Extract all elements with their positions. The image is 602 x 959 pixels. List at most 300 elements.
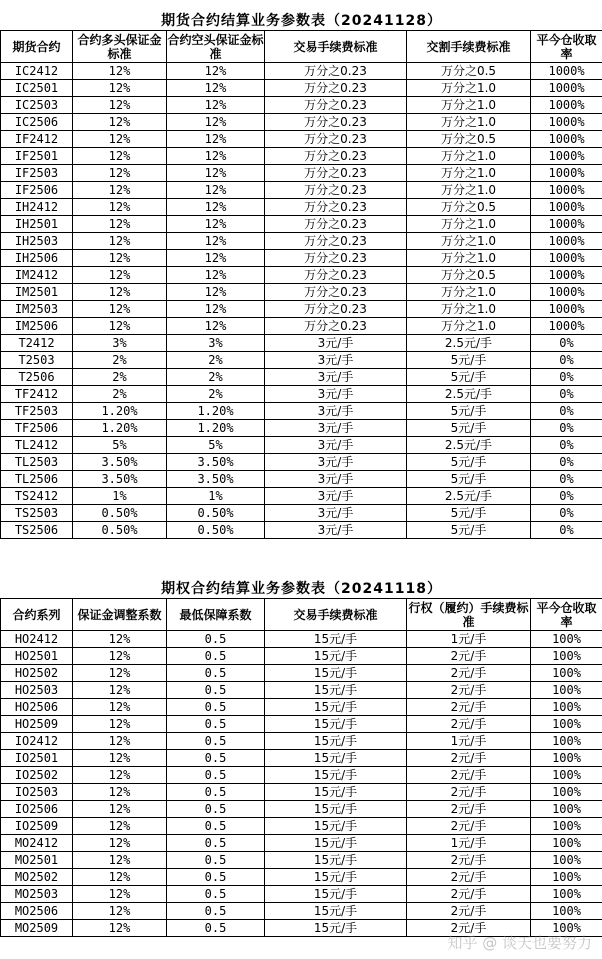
table-cell-col2: 2%	[73, 369, 167, 386]
table-cell-col3: 0.5	[167, 801, 265, 818]
table-cell-col5: 5元/手	[407, 471, 531, 488]
table-cell-close-today-rate: 100%	[531, 903, 602, 920]
table-cell-col2: 3.50%	[73, 454, 167, 471]
table-cell-close-today-rate: 1000%	[531, 250, 602, 267]
table-row	[1, 920, 602, 937]
table-cell-contract: IH2503	[1, 233, 73, 250]
table-cell-close-today-rate: 100%	[531, 784, 602, 801]
table-row	[1, 801, 602, 818]
table-cell-col3: 0.5	[167, 818, 265, 835]
table-cell-contract: T2503	[1, 352, 73, 369]
table-cell-contract: IO2502	[1, 767, 73, 784]
table-cell-col3: 1.20%	[167, 403, 265, 420]
table-cell-contract: IO2412	[1, 733, 73, 750]
table-cell-col2: 12%	[73, 920, 167, 937]
table-cell-close-today-rate: 0%	[531, 522, 602, 539]
options-header-close-today-rate: 平今仓收取率	[531, 599, 602, 631]
table-cell-col2: 12%	[73, 199, 167, 216]
table-cell-close-today-rate: 1000%	[531, 165, 602, 182]
table-cell-col5: 万分之1.0	[407, 80, 531, 97]
futures-table-body	[1, 63, 602, 539]
table-cell-col5: 2.5元/手	[407, 335, 531, 352]
table-cell-close-today-rate: 0%	[531, 335, 602, 352]
table-cell-trade-fee: 15元/手	[265, 767, 407, 784]
table-cell-col5: 2元/手	[407, 648, 531, 665]
table-cell-col5: 2.5元/手	[407, 488, 531, 505]
table-cell-contract: MO2501	[1, 852, 73, 869]
table-cell-col2: 12%	[73, 716, 167, 733]
table-cell-close-today-rate: 1000%	[531, 301, 602, 318]
table-cell-contract: IO2503	[1, 784, 73, 801]
table-cell-col5: 万分之1.0	[407, 318, 531, 335]
table-cell-contract: TS2503	[1, 505, 73, 522]
table-cell-close-today-rate: 100%	[531, 818, 602, 835]
table-cell-col5: 万分之1.0	[407, 114, 531, 131]
table-cell-contract: IF2506	[1, 182, 73, 199]
table-cell-col5: 2元/手	[407, 818, 531, 835]
futures-table-title: 期货合约结算业务参数表（20241128）	[1, 10, 602, 31]
table-cell-trade-fee: 万分之0.23	[265, 131, 407, 148]
table-cell-col3: 0.5	[167, 648, 265, 665]
table-cell-trade-fee: 万分之0.23	[265, 318, 407, 335]
table-cell-col2: 12%	[73, 886, 167, 903]
table-cell-col5: 2元/手	[407, 903, 531, 920]
table-cell-col3: 12%	[167, 284, 265, 301]
table-cell-contract: IO2509	[1, 818, 73, 835]
table-cell-trade-fee: 3元/手	[265, 369, 407, 386]
table-cell-contract: IC2501	[1, 80, 73, 97]
table-cell-contract: IH2501	[1, 216, 73, 233]
table-cell-close-today-rate: 100%	[531, 665, 602, 682]
table-cell-contract: MO2503	[1, 886, 73, 903]
table-cell-close-today-rate: 1000%	[531, 199, 602, 216]
table-cell-col5: 2元/手	[407, 699, 531, 716]
table-cell-col5: 5元/手	[407, 522, 531, 539]
table-cell-close-today-rate: 1000%	[531, 318, 602, 335]
table-row	[1, 903, 602, 920]
table-cell-col5: 2元/手	[407, 801, 531, 818]
table-cell-trade-fee: 万分之0.23	[265, 63, 407, 80]
table-cell-trade-fee: 15元/手	[265, 818, 407, 835]
table-cell-trade-fee: 万分之0.23	[265, 216, 407, 233]
futures-header-contract: 期货合约	[1, 31, 73, 63]
table-cell-col5: 2元/手	[407, 665, 531, 682]
table-cell-col3: 12%	[167, 114, 265, 131]
futures-header-delivery-fee: 交割手续费标准	[407, 31, 531, 63]
table-cell-trade-fee: 15元/手	[265, 631, 407, 648]
table-cell-trade-fee: 15元/手	[265, 750, 407, 767]
table-row	[1, 733, 602, 750]
table-row	[1, 818, 602, 835]
table-cell-col5: 万分之0.5	[407, 63, 531, 80]
table-cell-col5: 5元/手	[407, 420, 531, 437]
table-cell-contract: TL2503	[1, 454, 73, 471]
table-cell-col2: 12%	[73, 284, 167, 301]
table-cell-contract: MO2506	[1, 903, 73, 920]
table-cell-close-today-rate: 1000%	[531, 233, 602, 250]
table-cell-col2: 12%	[73, 631, 167, 648]
table-cell-col3: 12%	[167, 80, 265, 97]
table-cell-close-today-rate: 0%	[531, 471, 602, 488]
table-row	[1, 682, 602, 699]
table-cell-col2: 3.50%	[73, 471, 167, 488]
table-cell-col2: 1.20%	[73, 403, 167, 420]
table-cell-col2: 0.50%	[73, 505, 167, 522]
table-cell-col3: 12%	[167, 233, 265, 250]
table-cell-col3: 12%	[167, 148, 265, 165]
table-cell-col2: 12%	[73, 114, 167, 131]
table-cell-contract: IH2506	[1, 250, 73, 267]
table-row	[1, 335, 602, 352]
table-cell-col3: 12%	[167, 267, 265, 284]
table-cell-col2: 12%	[73, 699, 167, 716]
table-cell-col2: 12%	[73, 233, 167, 250]
table-cell-col3: 12%	[167, 165, 265, 182]
table-cell-col3: 0.5	[167, 767, 265, 784]
table-cell-col2: 12%	[73, 682, 167, 699]
options-header-trade-fee: 交易手续费标准	[265, 599, 407, 631]
table-cell-trade-fee: 15元/手	[265, 835, 407, 852]
table-row	[1, 131, 602, 148]
table-cell-col5: 5元/手	[407, 369, 531, 386]
table-cell-col5: 2元/手	[407, 716, 531, 733]
options-header-series: 合约系列	[1, 599, 73, 631]
table-cell-col5: 2元/手	[407, 920, 531, 937]
table-cell-col5: 5元/手	[407, 505, 531, 522]
table-cell-trade-fee: 3元/手	[265, 522, 407, 539]
table-row	[1, 199, 602, 216]
table-cell-col2: 12%	[73, 80, 167, 97]
table-cell-col2: 0.50%	[73, 522, 167, 539]
table-cell-col2: 12%	[73, 318, 167, 335]
table-cell-close-today-rate: 100%	[531, 631, 602, 648]
table-cell-col2: 1.20%	[73, 420, 167, 437]
table-row	[1, 352, 602, 369]
table-cell-contract: HO2503	[1, 682, 73, 699]
table-cell-col3: 2%	[167, 369, 265, 386]
table-row	[1, 63, 602, 80]
table-cell-col5: 万分之1.0	[407, 165, 531, 182]
table-cell-trade-fee: 3元/手	[265, 437, 407, 454]
table-cell-col3: 3.50%	[167, 471, 265, 488]
table-row	[1, 699, 602, 716]
table-cell-contract: TL2412	[1, 437, 73, 454]
table-cell-contract: HO2509	[1, 716, 73, 733]
table-row	[1, 233, 602, 250]
table-cell-close-today-rate: 100%	[531, 767, 602, 784]
table-cell-close-today-rate: 100%	[531, 648, 602, 665]
options-table	[0, 578, 602, 937]
table-row	[1, 852, 602, 869]
table-cell-trade-fee: 15元/手	[265, 784, 407, 801]
table-cell-trade-fee: 15元/手	[265, 682, 407, 699]
futures-header-short-margin: 合约空头保证金标准	[167, 32, 264, 61]
table-cell-col2: 12%	[73, 165, 167, 182]
table-cell-trade-fee: 15元/手	[265, 648, 407, 665]
table-cell-trade-fee: 万分之0.23	[265, 182, 407, 199]
table-cell-trade-fee: 3元/手	[265, 471, 407, 488]
table-row	[1, 284, 602, 301]
table-cell-close-today-rate: 1000%	[531, 267, 602, 284]
table-cell-col5: 1元/手	[407, 631, 531, 648]
table-row	[1, 471, 602, 488]
table-cell-col3: 3%	[167, 335, 265, 352]
table-cell-close-today-rate: 0%	[531, 437, 602, 454]
table-cell-contract: IF2503	[1, 165, 73, 182]
options-header-min-guarantee: 最低保障系数	[167, 599, 265, 631]
table-row	[1, 869, 602, 886]
table-cell-trade-fee: 15元/手	[265, 716, 407, 733]
table-cell-col3: 3.50%	[167, 454, 265, 471]
table-cell-contract: IM2412	[1, 267, 73, 284]
futures-header-long-margin: 合约多头保证金标准	[73, 31, 167, 63]
table-cell-col3: 12%	[167, 250, 265, 267]
table-cell-contract: MO2412	[1, 835, 73, 852]
table-cell-trade-fee: 15元/手	[265, 852, 407, 869]
table-cell-col2: 12%	[73, 216, 167, 233]
table-cell-col2: 12%	[73, 852, 167, 869]
table-cell-contract: IF2501	[1, 148, 73, 165]
table-cell-contract: TF2506	[1, 420, 73, 437]
table-cell-col2: 12%	[73, 267, 167, 284]
table-cell-col3: 1%	[167, 488, 265, 505]
table-cell-col5: 5元/手	[407, 403, 531, 420]
table-cell-col3: 12%	[167, 199, 265, 216]
table-cell-trade-fee: 3元/手	[265, 403, 407, 420]
table-cell-contract: IH2412	[1, 199, 73, 216]
table-cell-col2: 3%	[73, 335, 167, 352]
table-cell-close-today-rate: 1000%	[531, 182, 602, 199]
table-row	[1, 665, 602, 682]
table-cell-close-today-rate: 1000%	[531, 97, 602, 114]
table-cell-close-today-rate: 100%	[531, 716, 602, 733]
table-row	[1, 437, 602, 454]
table-cell-col2: 12%	[73, 818, 167, 835]
table-row	[1, 716, 602, 733]
table-cell-col2: 12%	[73, 148, 167, 165]
table-cell-col5: 5元/手	[407, 352, 531, 369]
table-cell-col5: 万分之1.0	[407, 182, 531, 199]
table-cell-col2: 12%	[73, 750, 167, 767]
table-cell-col5: 2元/手	[407, 784, 531, 801]
table-cell-col3: 2%	[167, 386, 265, 403]
table-cell-col5: 2元/手	[407, 767, 531, 784]
table-cell-col3: 0.5	[167, 920, 265, 937]
table-cell-col3: 12%	[167, 301, 265, 318]
table-cell-col5: 2元/手	[407, 750, 531, 767]
table-cell-col3: 0.5	[167, 631, 265, 648]
table-row	[1, 301, 602, 318]
table-cell-col3: 0.5	[167, 665, 265, 682]
table-cell-trade-fee: 15元/手	[265, 665, 407, 682]
table-cell-col3: 0.5	[167, 733, 265, 750]
table-cell-col3: 12%	[167, 97, 265, 114]
table-row	[1, 767, 602, 784]
table-cell-contract: IO2501	[1, 750, 73, 767]
table-cell-contract: HO2506	[1, 699, 73, 716]
table-cell-col2: 12%	[73, 648, 167, 665]
table-cell-close-today-rate: 1000%	[531, 80, 602, 97]
table-cell-contract: IC2503	[1, 97, 73, 114]
table-cell-close-today-rate: 0%	[531, 352, 602, 369]
table-cell-contract: TF2503	[1, 403, 73, 420]
table-cell-close-today-rate: 0%	[531, 454, 602, 471]
table-cell-col5: 万分之1.0	[407, 216, 531, 233]
table-cell-contract: IC2412	[1, 63, 73, 80]
table-cell-col5: 万分之1.0	[407, 233, 531, 250]
table-row	[1, 114, 602, 131]
table-cell-contract: TS2506	[1, 522, 73, 539]
table-row	[1, 148, 602, 165]
table-cell-contract: MO2509	[1, 920, 73, 937]
table-cell-col5: 2.5元/手	[407, 386, 531, 403]
table-cell-close-today-rate: 100%	[531, 733, 602, 750]
table-cell-contract: IM2503	[1, 301, 73, 318]
table-cell-col2: 12%	[73, 250, 167, 267]
table-row	[1, 420, 602, 437]
table-cell-trade-fee: 万分之0.23	[265, 199, 407, 216]
table-cell-col3: 0.5	[167, 835, 265, 852]
table-cell-col2: 1%	[73, 488, 167, 505]
table-cell-trade-fee: 万分之0.23	[265, 284, 407, 301]
table-cell-col5: 5元/手	[407, 454, 531, 471]
table-row	[1, 750, 602, 767]
table-cell-col2: 12%	[73, 835, 167, 852]
table-cell-contract: HO2502	[1, 665, 73, 682]
table-row	[1, 886, 602, 903]
table-cell-contract: IO2506	[1, 801, 73, 818]
table-cell-close-today-rate: 0%	[531, 420, 602, 437]
table-row	[1, 488, 602, 505]
table-cell-col3: 2%	[167, 352, 265, 369]
table-cell-contract: HO2412	[1, 631, 73, 648]
table-cell-trade-fee: 万分之0.23	[265, 233, 407, 250]
options-table-body	[1, 631, 602, 937]
table-cell-close-today-rate: 1000%	[531, 284, 602, 301]
table-cell-close-today-rate: 100%	[531, 801, 602, 818]
table-row	[1, 97, 602, 114]
table-cell-close-today-rate: 100%	[531, 682, 602, 699]
table-cell-col5: 万分之1.0	[407, 97, 531, 114]
table-cell-col3: 0.5	[167, 852, 265, 869]
table-cell-close-today-rate: 0%	[531, 488, 602, 505]
table-cell-trade-fee: 万分之0.23	[265, 80, 407, 97]
table-cell-col5: 万分之0.5	[407, 199, 531, 216]
table-cell-col3: 0.5	[167, 699, 265, 716]
table-cell-trade-fee: 15元/手	[265, 903, 407, 920]
table-cell-close-today-rate: 100%	[531, 869, 602, 886]
table-cell-contract: TL2506	[1, 471, 73, 488]
table-row	[1, 454, 602, 471]
table-row	[1, 522, 602, 539]
table-cell-close-today-rate: 0%	[531, 505, 602, 522]
table-cell-contract: T2506	[1, 369, 73, 386]
table-cell-contract: TF2412	[1, 386, 73, 403]
table-cell-col3: 0.5	[167, 869, 265, 886]
futures-header-trade-fee: 交易手续费标准	[265, 31, 407, 63]
watermark: 知乎 @ 谈天也要努力	[447, 934, 592, 952]
table-row	[1, 318, 602, 335]
table-cell-trade-fee: 3元/手	[265, 488, 407, 505]
table-cell-col3: 0.5	[167, 903, 265, 920]
table-cell-col3: 0.5	[167, 750, 265, 767]
futures-table	[0, 10, 602, 539]
table-cell-trade-fee: 15元/手	[265, 801, 407, 818]
table-cell-close-today-rate: 0%	[531, 403, 602, 420]
table-cell-col5: 2元/手	[407, 682, 531, 699]
table-row	[1, 505, 602, 522]
table-cell-col2: 12%	[73, 784, 167, 801]
table-cell-trade-fee: 3元/手	[265, 454, 407, 471]
table-cell-col3: 12%	[167, 318, 265, 335]
table-cell-trade-fee: 3元/手	[265, 386, 407, 403]
table-cell-trade-fee: 万分之0.23	[265, 148, 407, 165]
table-cell-contract: HO2501	[1, 648, 73, 665]
options-header-exercise-fee: 行权（履约）手续费标准	[408, 600, 529, 629]
table-cell-trade-fee: 万分之0.23	[265, 97, 407, 114]
table-row	[1, 250, 602, 267]
table-cell-col3: 0.5	[167, 716, 265, 733]
table-cell-col5: 万分之0.5	[407, 131, 531, 148]
table-cell-col5: 万分之1.0	[407, 301, 531, 318]
table-row	[1, 403, 602, 420]
table-row	[1, 267, 602, 284]
table-cell-contract: IM2501	[1, 284, 73, 301]
table-cell-close-today-rate: 1000%	[531, 131, 602, 148]
table-cell-contract: T2412	[1, 335, 73, 352]
table-cell-col2: 12%	[73, 903, 167, 920]
table-cell-close-today-rate: 0%	[531, 369, 602, 386]
table-cell-col2: 12%	[73, 869, 167, 886]
table-cell-trade-fee: 3元/手	[265, 420, 407, 437]
table-cell-contract: MO2502	[1, 869, 73, 886]
table-cell-col2: 2%	[73, 386, 167, 403]
table-cell-contract: IC2506	[1, 114, 73, 131]
table-cell-trade-fee: 15元/手	[265, 886, 407, 903]
table-cell-col5: 万分之1.0	[407, 148, 531, 165]
table-row	[1, 369, 602, 386]
table-cell-trade-fee: 15元/手	[265, 920, 407, 937]
table-cell-col5: 万分之1.0	[407, 250, 531, 267]
table-row	[1, 784, 602, 801]
table-cell-contract: TS2412	[1, 488, 73, 505]
table-cell-col2: 12%	[73, 301, 167, 318]
table-cell-col5: 万分之1.0	[407, 284, 531, 301]
table-cell-trade-fee: 万分之0.23	[265, 301, 407, 318]
table-cell-contract: IF2412	[1, 131, 73, 148]
table-cell-col2: 12%	[73, 733, 167, 750]
table-cell-col3: 0.5	[167, 682, 265, 699]
table-cell-col2: 12%	[73, 97, 167, 114]
table-cell-col5: 1元/手	[407, 733, 531, 750]
table-cell-col3: 5%	[167, 437, 265, 454]
table-cell-col2: 12%	[73, 182, 167, 199]
table-cell-col2: 12%	[73, 665, 167, 682]
table-cell-close-today-rate: 100%	[531, 750, 602, 767]
table-cell-col5: 2元/手	[407, 886, 531, 903]
table-cell-close-today-rate: 100%	[531, 886, 602, 903]
table-cell-close-today-rate: 1000%	[531, 148, 602, 165]
table-cell-col2: 12%	[73, 131, 167, 148]
table-cell-close-today-rate: 100%	[531, 920, 602, 937]
futures-header-close-today-rate: 平今仓收取率	[531, 31, 602, 63]
table-cell-close-today-rate: 1000%	[531, 216, 602, 233]
table-cell-col5: 1元/手	[407, 835, 531, 852]
table-row	[1, 165, 602, 182]
table-cell-col2: 12%	[73, 767, 167, 784]
table-cell-trade-fee: 万分之0.23	[265, 114, 407, 131]
table-cell-close-today-rate: 0%	[531, 386, 602, 403]
